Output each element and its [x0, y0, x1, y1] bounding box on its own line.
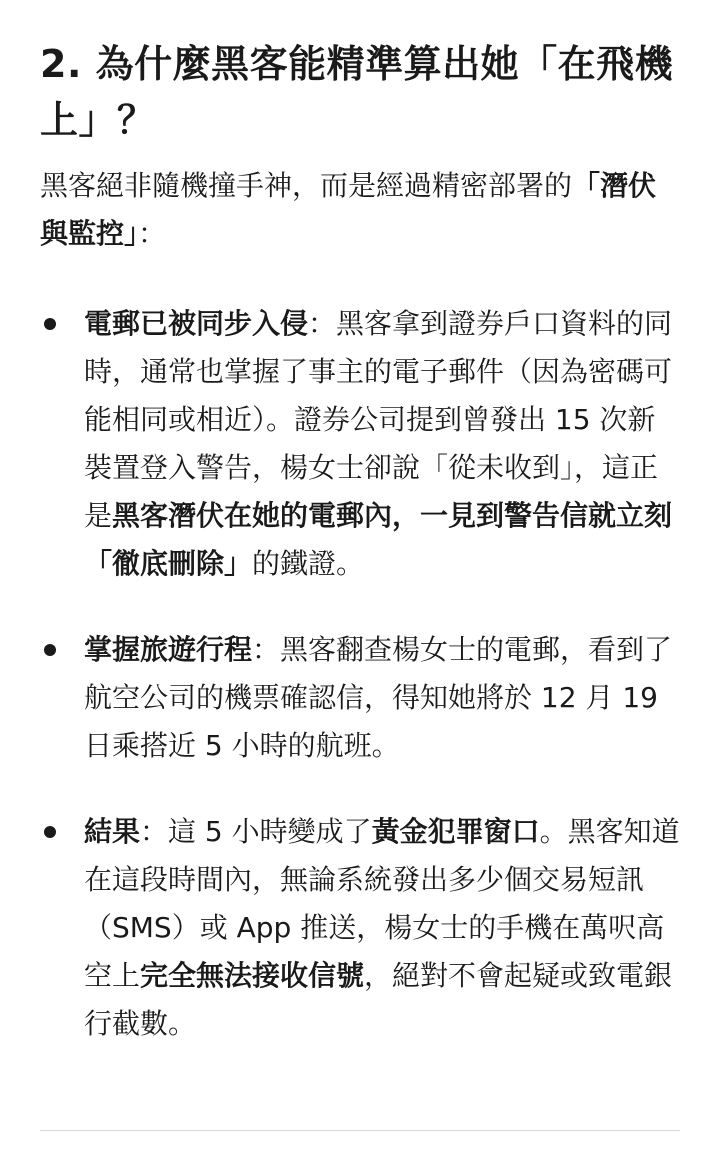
intro-tail: ：: [138, 217, 167, 250]
bullet-dot-icon: [44, 644, 56, 656]
bullet-title: 電郵已被同步入侵: [84, 307, 309, 340]
bullet-emphasis: 黃金犯罪窗口: [371, 815, 540, 848]
bullet-text: 的鐵證。: [252, 547, 365, 580]
intro-bold: 「潛伏與監控」: [40, 169, 657, 250]
bullet-text: 黑客拿到證券戶口資料的同時，通常也掌握了事主的電子郵件（因為密碼可能相同或相近）。證券公司提到曾發出 15 次新裝置登入警告，楊女士卻說「從未收到」，這正是: [84, 307, 673, 532]
section-divider: [40, 1130, 680, 1131]
list-item-result: [40, 808, 680, 1048]
bullet-title: 結果: [84, 815, 141, 848]
bullet-colon: ：: [308, 307, 337, 340]
bullet-dot-icon: [44, 826, 56, 838]
bullet-colon: ：: [252, 633, 281, 666]
bullet-text: 。黑客知道在這段時間內，無論系統發出多少個交易短訊（SMS）或 App 推送，楊女士的手機在萬呎高空上: [84, 815, 680, 992]
bullet-text: 這 5 小時變成了: [168, 815, 372, 848]
bullet-title: 掌握旅遊行程: [84, 633, 253, 666]
bullet-dot-icon: [44, 318, 56, 330]
bullet-list: [40, 300, 680, 1048]
bullet-text: 黑客翻查楊女士的電郵，看到了航空公司的機票確認信，得知她將於 12 月 19 日乘搭近 5 小時的航班。: [84, 633, 673, 762]
bullet-emphasis: 完全無法接收信號: [140, 959, 365, 992]
intro-paragraph: [40, 162, 680, 258]
list-item-travel-itinerary: [40, 626, 680, 770]
intro-text: 黑客絕非隨機撞手神，而是經過精密部署的: [40, 169, 573, 202]
bullet-colon: ：: [140, 815, 169, 848]
bullet-text: ，絕對不會起疑或致電銀行截數。: [84, 959, 673, 1040]
bullet-emphasis: 黑客潛伏在她的電郵內，一見到警告信就立刻「徹底刪除」: [84, 499, 673, 580]
list-item-email-intrusion: [40, 300, 680, 588]
section-heading: 2. 為什麼黑客能精準算出她「在飛機上」？: [40, 42, 674, 142]
